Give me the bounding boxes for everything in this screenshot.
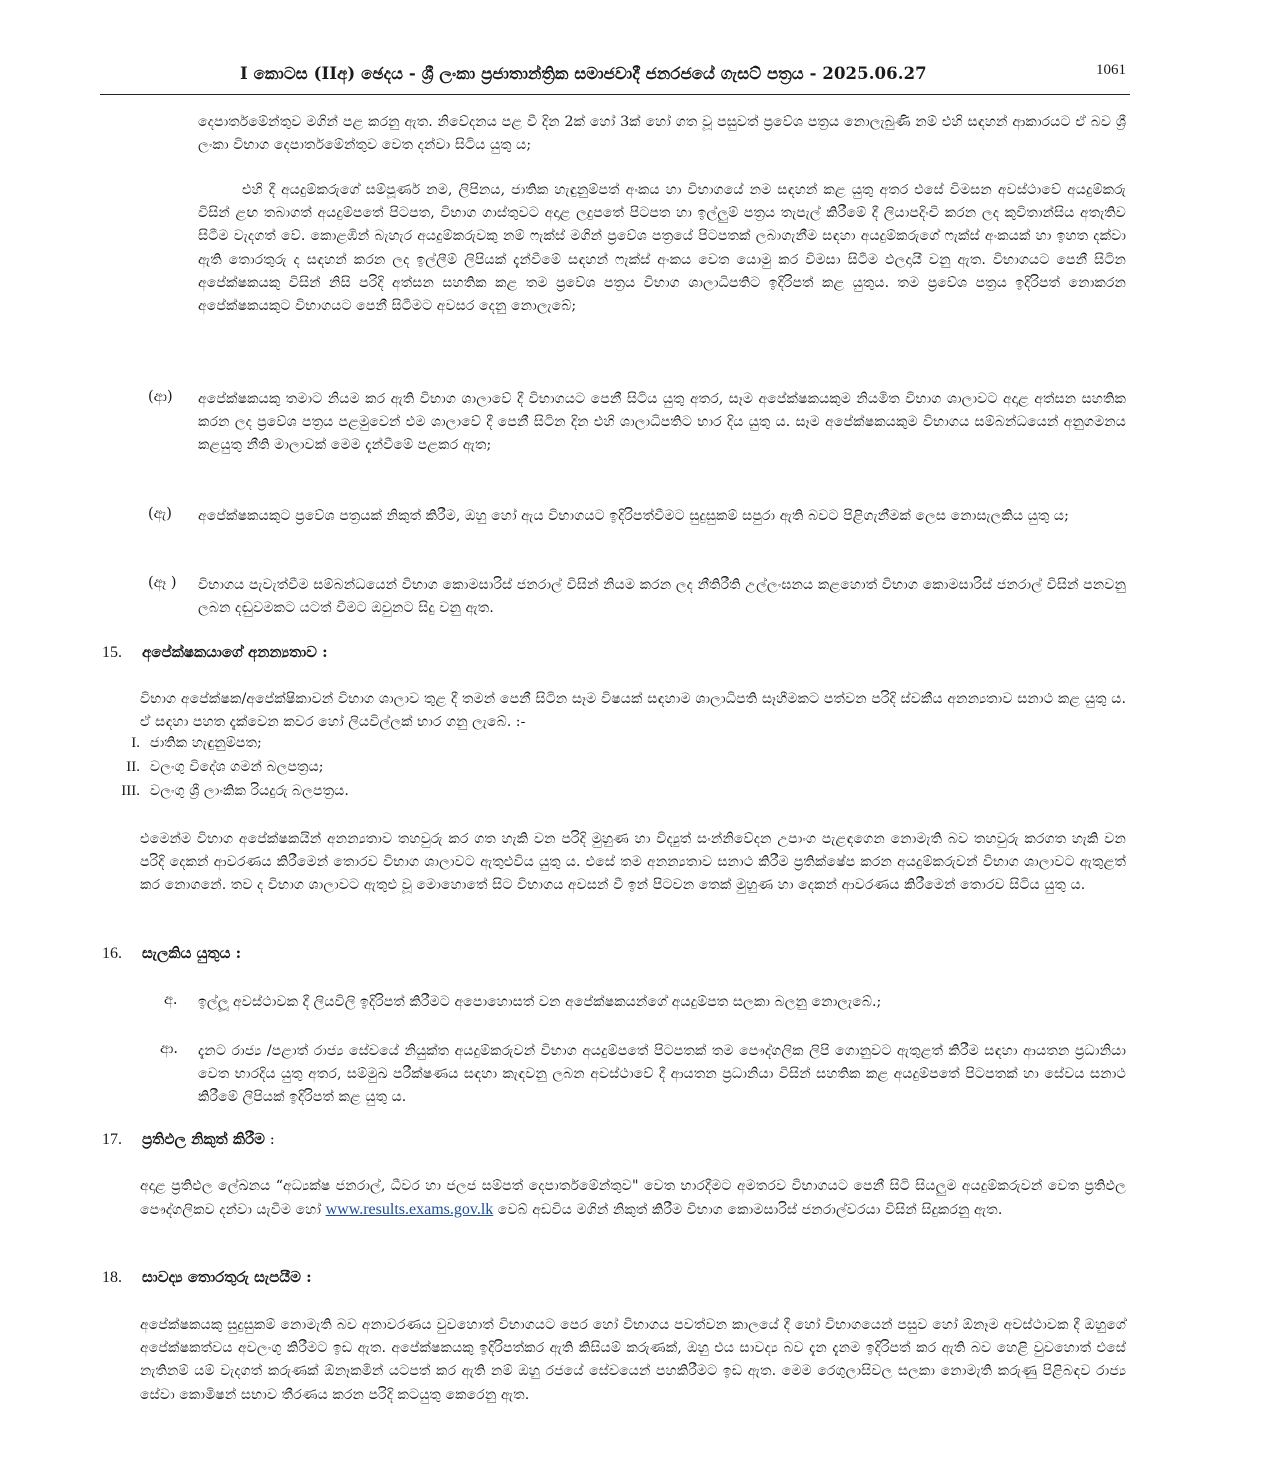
section-18-text: අපේක්ෂකයකු සුදුසුකම් නොමැති බව අනාවරණය වුවහොත් විභාගයට පෙර හෝ විභාගය පවත්වන කාලයේ දී හෝ විභාගයෙන් පසුව හෝ ඕනෑම අවස්ථාවක දී ඔහුගේ අපේක්ෂකත්වය අවලංගු කිරීමට ඉඩ ඇත. අපේක්ෂකයකු ඉදිරිපත්කර ඇති කිසියම් කරුණක්, ඔහු එය සාවද්‍ය බව දැන දැනම ඉදිරිපත් කර ඇති බව හෙළි වුවහොත් එසේ නැතිනම් යම් වැදගත් කරුණක් ඕනෑකමින් යටපත් කර ඇති නම් ඔහු රජයේ සේවයෙන් පහකිරීමට ඉඩ ඇත. මෙම රෙගුලාසිවල සලකා නොමැති කරුණු පිළිබඳව රාජ්‍ය සේවා කොමිෂන් සභාව තීරණය කරන පරිදි කටයුතු කෙරෙනු ඇත. <box>140 1317 1126 1403</box>
list-item <box>112 759 324 776</box>
section-15-intro: විභාග අපේක්ෂක/අපේක්ෂිකාවන් විභාග ශාලාව තුළ දී තමන් පෙනී සිටින සෑම විෂයක් සඳහාම ශාලාධිපති සෑහීමකට පත්වන පරිදි ස්වකීය අනන්‍යතාව සනාථ කළ යුතු ය. ඒ සඳහා පහත දැක්වෙන කවර හෝ ලියවිල්ලක් භාර ගනු ලැබේ. :- <box>140 691 1126 731</box>
roman-numeral: II. <box>126 759 140 775</box>
list-item <box>112 735 262 752</box>
section-title-suffix: : <box>264 1130 275 1148</box>
section-17-text <box>140 1175 1126 1222</box>
section-title: සාවද්‍ය තොරතුරු සැපයීම : <box>142 1268 312 1286</box>
section-number: 17. <box>102 1131 122 1148</box>
header-title: I කොටස (IIඅ) ඡෙදය - ශ්‍රී ලංකා ප්‍රජාතාන්ත්‍රික සමාජවාදී ජනරජයේ ගැසට් පත්‍රය - 2025.06.27 <box>240 64 927 83</box>
item-marker: (ආ) <box>148 389 173 405</box>
item-marker: අ. <box>164 992 178 1008</box>
section-number: 15. <box>102 644 122 661</box>
section-16-heading <box>102 944 241 963</box>
page-header <box>100 58 1130 95</box>
section-17-heading <box>102 1130 275 1149</box>
intro-paragraph-1: දෙපාර්තමේන්තුව මගින් පළ කරනු ඇත. නිවේදනය පළ වී දින 2ක් හෝ 3ක් හෝ ගත වූ පසුවත් ප්‍රවේශ පත්‍රය නොලැබුණි නම් එහි සඳහන් ආකාරයට ඒ බව ශ්‍රී ලංකා විභාග දෙපාර්තමේන්තුව වෙත දන්වා සිටිය යුතු ය; <box>198 114 1126 154</box>
section-number: 16. <box>102 945 122 962</box>
roman-numeral: III. <box>121 783 140 799</box>
item-text: විභාගය පැවැත්වීම සම්බන්ධයෙන් විභාග කොමසාරිස් ජනරාල් විසින් නියම කරන ලද නීතිරීති උල්ලංඝනය කළහොත් විභාග කොමසාරිස් ජනරාල් විසින් පනවනු ලබන දඬුවමකට යටත් වීමට ඔවුනට සිදු වනු ඇත. <box>198 577 1126 617</box>
results-text-before: අදාළ ප්‍රතිඵල ලේඛනය “අධ්‍යක්ෂ ජනරාල්, ධීවර හා ජලජ සම්පත් දෙපාර්තමේන්තුව" වෙත භාරදීමට අමතරව විභාගයට පෙනී සිටි සියලුම අයදුම්කරුවන් වෙත ප්‍රතිඵල පෞද්ගලිකව දන්වා යැවීම හෝ <box>140 1178 1126 1219</box>
section-15-closing: එමෙන්ම විභාග අපේක්ෂකයින් අනන්‍යතාව තහවුරු කර ගත හැකි වන පරිදි මුහුණ හා විද්‍යුත් සංන්නිවේදන උපාංග පැළඳගෙන නොමැති බව තහවුරු කරගත හැකි වන පරිදි දෙකන් ආවරණය කිරීමෙන් තොරව විභාග ශාලාවට ඇතුළුවිය යුතු ය. එසේ තම අනන්‍යතාව සනාථ කිරීම ප්‍රතික්ෂේප කරන අයදුම්කරුවන් විභාග ශාලාවට ඇතුළත් කර නොගනේ. තව ද විභාග ශාලාවට ඇතුළු වූ මොහොතේ සිට විභාගය අවසන් වී ඉන් පිටවන තෙක් මුහුණ හා දෙකන් ආවරණය කිරීමෙන් තොරව සිටිය යුතු ය. <box>140 831 1126 894</box>
roman-numeral: I. <box>131 735 140 751</box>
item-text: අපේක්ෂකයකුට ප්‍රවේශ පත්‍රයක් නිකුත් කිරීම, ඔහු හෝ ඇය විභාගයට ඉදිරිපත්වීමට සුදුසුකම් සපුරා ඇති බවට පිළිගැනීමක් ලෙස නොසැලකිය යුතු ය; <box>198 508 1069 524</box>
page-number: 1061 <box>1096 62 1126 78</box>
section-15-heading <box>102 643 328 662</box>
list-item <box>112 783 349 800</box>
item-marker: ආ. <box>160 1041 178 1057</box>
item-text: දැනට රාජ්‍ය /පළාත් රාජ්‍ය සේවයේ නියුක්ත අයදුම්කරුවන් විභාග අයදුම්පතේ පිටපතක් තම පෞද්ගලික ලිපි ගොනුවට ඇතුළත් කිරීම සඳහා ආයතන ප්‍රධානියා වෙත භාරදිය යුතු අතර, සම්මුඛ පරීක්ෂණය සඳහා කැඳවනු ලබන අවස්ථාවේ දී ආයතන ප්‍රධානියා විසින් සහතික කළ අයදුම්පතේ පිටපතක් හා සේවය සනාථ කිරීමේ ලිපියක් ඉදිරිපත් කළ යුතු ය. <box>198 1043 1126 1106</box>
item-marker: (ඈ ) <box>148 575 177 591</box>
section-title: ප්‍රතිඵල නිකුත් කිරීම <box>142 1130 265 1148</box>
section-18-heading <box>102 1268 312 1287</box>
results-text-after: වෙබ් අඩවිය මගින් නිකුත් කිරීම විභාග කොමසාරිස් ජනරාල්වරයා විසින් සිදුකරනු ඇත. <box>493 1202 1003 1219</box>
intro-paragraph-2: එහි දී අයදුම්කරුගේ සම්පූර්ණ නම, ලිපිනය, ජාතික හැඳුනුම්පත් අංකය හා විභාගයේ නම සඳහන් කළ යුතු අතර එසේ විමසන අවස්ථාවේ අයදුම්කරු විසින් ළඟ තබාගත් අයදුම්පතේ පිටපත, විභාග ගාස්තුවට අදාළ ලදුපතේ පිටපත හා ඉල්ලුම් පත්‍රය තැපැල් කිරීමේ දී ලියාපදිංචි කරන ලද කුවිතාන්සිය අතැතිව සිටීම වැදගත් වේ. කොළඹින් බැහැර අයදුම්කරුවකු නම් ෆැක්ස් මගින් ප්‍රවේශ පත්‍රයේ පිටපතක් ලබාගැනීම සඳහා අයදුම්කරුගේ ෆැක්ස් අංකයක් හා ඉහත දක්වා ඇති තොරතුරු ද සඳහන් කරන ලද ඉල්ලීම් ලිපියක් දැන්වීමේ සඳහන් ෆැක්ස් අංකය වෙත යොමු කර විමසා සිටීම ඵලදායී වනු ඇත. විභාගයට පෙනී සිටින අපේක්ෂකයකු විසින් නිසි පරිදි අත්සන සහතික කළ තම ප්‍රවේශ පත්‍රය විභාග ශාලාධිපතිට ඉදිරිපත් කළ යුතුය. තම ප්‍රවේශ පත්‍රය ඉදිරිපත් නොකරන අපේක්ෂකයකුට විභාගයට පෙනී සිටීමට අවසර දෙනු නොලැබේ; <box>198 182 1126 315</box>
section-title: අපේක්ෂකයාගේ අනන්‍යතාව : <box>142 643 328 661</box>
section-number: 18. <box>102 1269 122 1286</box>
list-item-text: ජාතික හැඳුනුම්පත; <box>150 735 262 751</box>
results-website-link[interactable]: www.results.exams.gov.lk <box>325 1201 494 1219</box>
list-item-text: වලංගු විදේශ ගමන් බලපත්‍රය; <box>150 759 324 775</box>
item-text: අපේක්ෂකයකු තමාට නියම කර ඇති විභාග ශාලාවේ දී විභාගයට පෙනී සිටිය යුතු අතර, සෑම අපේක්ෂකයකුම නියමිත විභාග ශාලාවට අදාළ අත්සන සහතික කරන ලද ප්‍රවේශ පත්‍රය පළමුවෙන් එම ශාලාවේ දී පෙනී සිටින දින එහි ශාලාධිපතිට භාර දිය යුතු ය. සෑම අපේක්ෂකයකුම විභාගය සම්බන්ධයෙන් අනුගමනය කළයුතු නීති මාලාවක් මෙම දැන්වීමේ පළකර ඇත; <box>198 391 1126 454</box>
list-item-text: වලංගු ශ්‍රී ලාංකික රියදුරු බලපත්‍රය. <box>150 783 349 799</box>
item-text: ඉල්ලූ අවස්ථාවක දී ලියවිලි ඉදිරිපත් කිරීමට අපොහොසත් වන අපේක්ෂකයන්ගේ අයදුම්පත සලකා බලනු නොලැබේ.; <box>198 994 882 1010</box>
item-marker: (ඇ) <box>148 506 172 522</box>
section-title: සැලකිය යුතුය : <box>142 944 242 962</box>
